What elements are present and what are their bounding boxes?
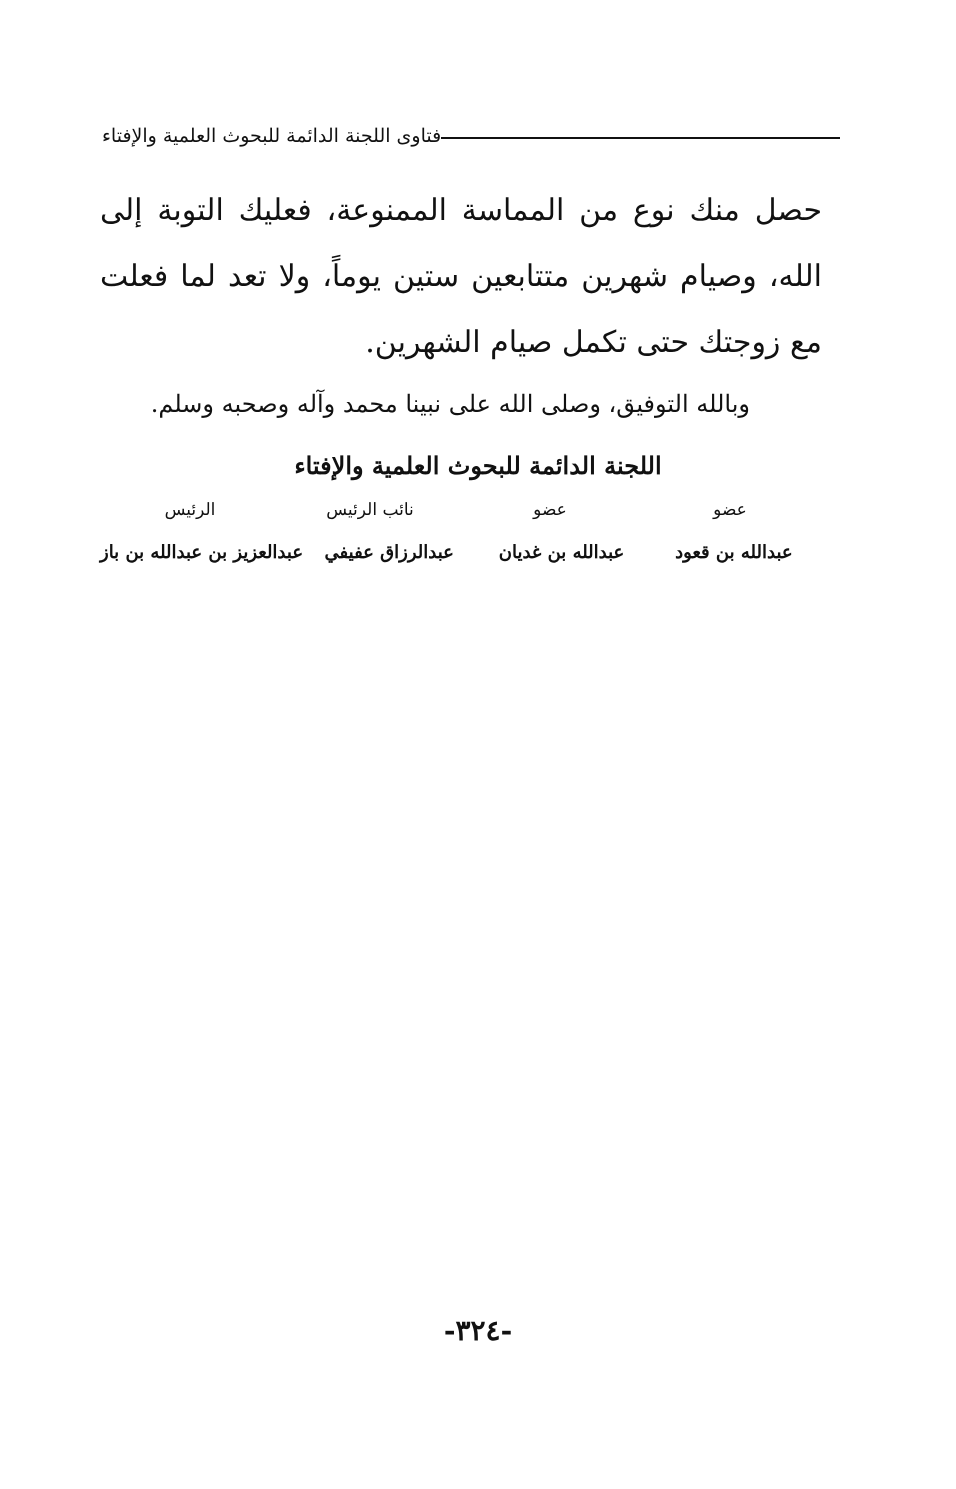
- fatwa-paragraph: حصل منك نوع من المماسة الممنوعة، فعليك التوبة إلى الله، وصيام شهرين متتابعين ستين يوماً، ولا تعد لما فعلت مع زوجتك حتى تكمل صيام الشهرين.: [100, 193, 822, 360]
- page-number: -٣٢٤-: [443, 1314, 513, 1347]
- running-header: [92, 118, 840, 154]
- member-role: عضو: [713, 500, 747, 520]
- roles-row: [100, 494, 820, 526]
- member-role: عضو: [533, 500, 567, 520]
- header-rule: [441, 137, 840, 139]
- member-role: نائب الرئيس: [326, 500, 414, 520]
- member-name: عبدالرزاق عفيفي: [324, 542, 454, 563]
- running-header-title: فتاوى اللجنة الدائمة للبحوث العلمية والإفتاء: [102, 125, 442, 147]
- member-name: عبدالعزيز بن عبدالله بن باز: [100, 542, 304, 563]
- member-name: عبدالله بن قعود: [675, 542, 793, 563]
- member-role: الرئيس: [164, 500, 216, 520]
- committee-title: اللجنة الدائمة للبحوث العلمية والإفتاء: [294, 451, 662, 480]
- names-row: [100, 536, 820, 570]
- closing-line: وبالله التوفيق، وصلى الله على نبينا محمد وآله وصحبه وسلم.: [150, 390, 750, 418]
- member-name: عبدالله بن غديان: [498, 542, 625, 563]
- signatories-block: [100, 494, 820, 570]
